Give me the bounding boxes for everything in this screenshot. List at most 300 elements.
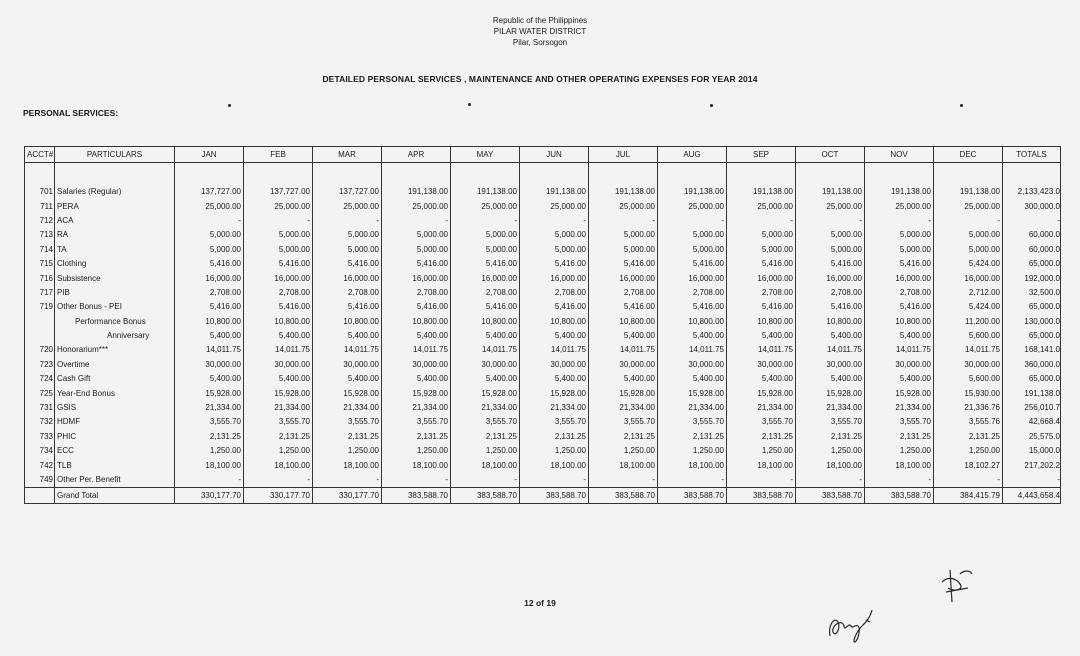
header-agency: PILAR WATER DISTRICT xyxy=(493,27,587,36)
month-value-cell: 2,708.00 xyxy=(175,286,244,300)
month-value-cell: 15,928.00 xyxy=(589,386,658,400)
month-value-cell: 137,727.00 xyxy=(313,185,382,199)
month-value-cell: 5,000.00 xyxy=(934,228,1003,242)
month-value-cell: 3,555.70 xyxy=(244,415,313,429)
month-value-cell: - xyxy=(865,473,934,488)
month-value-cell: 5,000.00 xyxy=(382,243,451,257)
month-value-cell: 2,131.25 xyxy=(589,430,658,444)
row-total-cell: 60,000.0 xyxy=(1003,228,1061,242)
row-total-cell: 130,000.0 xyxy=(1003,315,1061,329)
column-header: SEP xyxy=(727,147,796,163)
month-value-cell: 16,000.00 xyxy=(244,271,313,285)
month-value-cell: 5,416.00 xyxy=(727,257,796,271)
month-value-cell: 25,000.00 xyxy=(175,199,244,213)
month-value-cell: 25,000.00 xyxy=(382,199,451,213)
column-header: DEC xyxy=(934,147,1003,163)
particulars-cell: GSIS xyxy=(55,401,175,415)
month-value-cell: 30,000.00 xyxy=(520,358,589,372)
month-value-cell: 5,400.00 xyxy=(520,372,589,386)
table-row xyxy=(25,199,1061,213)
account-code-cell: 713 xyxy=(25,228,55,242)
month-value-cell: 18,100.00 xyxy=(244,458,313,472)
table-row xyxy=(25,386,1061,400)
account-code-cell: 714 xyxy=(25,243,55,257)
account-code-cell: 725 xyxy=(25,386,55,400)
particulars-cell: Cash Gift xyxy=(55,372,175,386)
month-value-cell: 5,400.00 xyxy=(313,329,382,343)
month-value-cell: 5,000.00 xyxy=(175,228,244,242)
month-value-cell: 2,131.25 xyxy=(313,430,382,444)
month-value-cell: 5,400.00 xyxy=(589,329,658,343)
month-value-cell: 1,250.00 xyxy=(727,444,796,458)
month-value-cell: 18,100.00 xyxy=(451,458,520,472)
month-value-cell: 21,334.00 xyxy=(727,401,796,415)
month-value-cell: 2,131.25 xyxy=(520,430,589,444)
month-value-cell: 10,800.00 xyxy=(382,315,451,329)
month-value-cell: 25,000.00 xyxy=(727,199,796,213)
month-value-cell: 1,250.00 xyxy=(865,444,934,458)
row-total-cell: 217,202.2 xyxy=(1003,458,1061,472)
month-value-cell: - xyxy=(658,473,727,488)
month-value-cell: 5,000.00 xyxy=(589,228,658,242)
month-value-cell: 5,416.00 xyxy=(520,257,589,271)
account-code-cell: 734 xyxy=(25,444,55,458)
particulars-cell: TLB xyxy=(55,458,175,472)
month-value-cell: - xyxy=(727,214,796,228)
month-value-cell: 5,000.00 xyxy=(796,228,865,242)
account-code-cell: 701 xyxy=(25,185,55,199)
column-header: MAY xyxy=(451,147,520,163)
month-value-cell: 21,334.00 xyxy=(796,401,865,415)
particulars-cell: Anniversary xyxy=(55,329,175,343)
month-value-cell: 2,708.00 xyxy=(244,286,313,300)
month-value-cell: 1,250.00 xyxy=(589,444,658,458)
month-value-cell: 16,000.00 xyxy=(451,271,520,285)
table-row xyxy=(25,343,1061,357)
month-value-cell: 3,555.70 xyxy=(727,415,796,429)
month-value-cell: 2,708.00 xyxy=(451,286,520,300)
table-row xyxy=(25,271,1061,285)
month-value-cell: 30,000.00 xyxy=(589,358,658,372)
month-value-cell: 5,400.00 xyxy=(865,329,934,343)
account-code-cell: 712 xyxy=(25,214,55,228)
account-code-cell: 724 xyxy=(25,372,55,386)
month-value-cell: 2,131.25 xyxy=(382,430,451,444)
account-code-cell: 716 xyxy=(25,271,55,285)
month-value-cell: 2,131.25 xyxy=(451,430,520,444)
month-value-cell: 5,000.00 xyxy=(175,243,244,257)
month-value-cell: 18,100.00 xyxy=(865,458,934,472)
table-row xyxy=(25,329,1061,343)
account-code-cell: 732 xyxy=(25,415,55,429)
column-header: JAN xyxy=(175,147,244,163)
month-value-cell: 25,000.00 xyxy=(796,199,865,213)
table-row xyxy=(25,228,1061,242)
row-total-cell: 191,138.0 xyxy=(1003,386,1061,400)
month-value-cell: 5,400.00 xyxy=(313,372,382,386)
month-value-cell: 5,000.00 xyxy=(244,228,313,242)
row-total-cell: 65,000.0 xyxy=(1003,372,1061,386)
month-value-cell: - xyxy=(796,214,865,228)
month-value-cell: 5,416.00 xyxy=(589,257,658,271)
month-value-cell: 14,011.75 xyxy=(244,343,313,357)
month-value-cell: 14,011.75 xyxy=(658,343,727,357)
table-row xyxy=(25,401,1061,415)
month-value-cell: 5,416.00 xyxy=(175,257,244,271)
column-header: AUG xyxy=(658,147,727,163)
month-value-cell: 5,416.00 xyxy=(520,300,589,314)
row-total-cell: 32,500.0 xyxy=(1003,286,1061,300)
table-row xyxy=(25,243,1061,257)
month-value-cell: 5,000.00 xyxy=(382,228,451,242)
document-title: DETAILED PERSONAL SERVICES , MAINTENANCE AND OTHER OPERATING EXPENSES FOR YEAR 2014 xyxy=(322,74,758,84)
empty-cell xyxy=(934,163,1003,186)
particulars-cell: Performance Bonus xyxy=(55,315,175,329)
month-value-cell: 3,555.70 xyxy=(382,415,451,429)
scan-speck xyxy=(228,104,231,107)
column-header: TOTALS xyxy=(1003,147,1061,163)
month-value-cell: 30,000.00 xyxy=(313,358,382,372)
month-value-cell: 14,011.75 xyxy=(451,343,520,357)
month-value-cell: 191,138.00 xyxy=(658,185,727,199)
month-value-cell: 5,416.00 xyxy=(244,257,313,271)
table-row xyxy=(25,458,1061,472)
month-value-cell: 5,416.00 xyxy=(658,257,727,271)
month-value-cell: 21,334.00 xyxy=(382,401,451,415)
grand-total-value: 384,415.79 xyxy=(934,488,1003,504)
month-value-cell: 5,000.00 xyxy=(451,243,520,257)
column-header: APR xyxy=(382,147,451,163)
month-value-cell: 5,400.00 xyxy=(796,372,865,386)
month-value-cell: 18,100.00 xyxy=(313,458,382,472)
month-value-cell: 16,000.00 xyxy=(313,271,382,285)
account-code-cell xyxy=(25,315,55,329)
grand-total-value: 4,443,658.4 xyxy=(1003,488,1061,504)
month-value-cell: 16,000.00 xyxy=(865,271,934,285)
table-row xyxy=(25,415,1061,429)
table-body xyxy=(25,163,1061,504)
month-value-cell: 5,416.00 xyxy=(382,257,451,271)
table-row xyxy=(25,444,1061,458)
month-value-cell: 191,138.00 xyxy=(796,185,865,199)
month-value-cell: 11,200.00 xyxy=(934,315,1003,329)
month-value-cell: 14,011.75 xyxy=(934,343,1003,357)
month-value-cell: 16,000.00 xyxy=(796,271,865,285)
table-row xyxy=(25,286,1061,300)
month-value-cell: 25,000.00 xyxy=(658,199,727,213)
month-value-cell: 30,000.00 xyxy=(451,358,520,372)
month-value-cell: 10,800.00 xyxy=(175,315,244,329)
month-value-cell: 2,708.00 xyxy=(727,286,796,300)
month-value-cell: - xyxy=(589,473,658,488)
particulars-cell: PHIC xyxy=(55,430,175,444)
month-value-cell: 15,930.00 xyxy=(934,386,1003,400)
month-value-cell: 5,400.00 xyxy=(589,372,658,386)
empty-cell xyxy=(451,163,520,186)
month-value-cell: 16,000.00 xyxy=(175,271,244,285)
month-value-cell: 5,000.00 xyxy=(796,243,865,257)
grand-total-value: 330,177.70 xyxy=(244,488,313,504)
month-value-cell: - xyxy=(382,214,451,228)
month-value-cell: 191,138.00 xyxy=(865,185,934,199)
account-code-cell: 715 xyxy=(25,257,55,271)
particulars-cell: PERA xyxy=(55,199,175,213)
month-value-cell: 3,555.70 xyxy=(796,415,865,429)
account-code-cell: 733 xyxy=(25,430,55,444)
month-value-cell: 15,928.00 xyxy=(520,386,589,400)
month-value-cell: 14,011.75 xyxy=(520,343,589,357)
grand-total-row xyxy=(25,488,1061,504)
particulars-cell: TA xyxy=(55,243,175,257)
month-value-cell: 3,555.70 xyxy=(658,415,727,429)
month-value-cell: 16,000.00 xyxy=(727,271,796,285)
month-value-cell: 5,416.00 xyxy=(244,300,313,314)
row-total-cell: - xyxy=(1003,214,1061,228)
month-value-cell: 5,000.00 xyxy=(865,228,934,242)
expenses-table xyxy=(24,146,1061,504)
month-value-cell: 25,000.00 xyxy=(313,199,382,213)
month-value-cell: 15,928.00 xyxy=(658,386,727,400)
month-value-cell: - xyxy=(175,473,244,488)
column-header: ACCT# xyxy=(25,147,55,163)
month-value-cell: 2,131.25 xyxy=(727,430,796,444)
month-value-cell: 3,555.70 xyxy=(865,415,934,429)
month-value-cell: 5,416.00 xyxy=(589,300,658,314)
grand-total-value: 383,588.70 xyxy=(451,488,520,504)
month-value-cell: 15,928.00 xyxy=(451,386,520,400)
month-value-cell: 5,000.00 xyxy=(658,228,727,242)
particulars-cell: ECC xyxy=(55,444,175,458)
empty-cell xyxy=(796,163,865,186)
month-value-cell: 3,555.70 xyxy=(451,415,520,429)
table-row xyxy=(25,372,1061,386)
account-code-cell: 711 xyxy=(25,199,55,213)
month-value-cell: 5,416.00 xyxy=(727,300,796,314)
month-value-cell: 137,727.00 xyxy=(244,185,313,199)
month-value-cell: 1,250.00 xyxy=(934,444,1003,458)
month-value-cell: 5,000.00 xyxy=(520,228,589,242)
scan-speck xyxy=(960,104,963,107)
empty-cell xyxy=(175,163,244,186)
column-header: NOV xyxy=(865,147,934,163)
month-value-cell: 5,416.00 xyxy=(313,300,382,314)
table-row xyxy=(25,185,1061,199)
empty-cell xyxy=(1003,163,1061,186)
month-value-cell: 5,400.00 xyxy=(727,372,796,386)
grand-total-value: 383,588.70 xyxy=(382,488,451,504)
month-value-cell: 30,000.00 xyxy=(175,358,244,372)
month-value-cell: 1,250.00 xyxy=(658,444,727,458)
month-value-cell: - xyxy=(313,473,382,488)
particulars-cell: HDMF xyxy=(55,415,175,429)
month-value-cell: 5,000.00 xyxy=(727,243,796,257)
month-value-cell: 2,131.25 xyxy=(244,430,313,444)
month-value-cell: - xyxy=(865,214,934,228)
month-value-cell: 5,000.00 xyxy=(589,243,658,257)
month-value-cell: 5,000.00 xyxy=(451,228,520,242)
month-value-cell: 14,011.75 xyxy=(727,343,796,357)
month-value-cell: 10,800.00 xyxy=(451,315,520,329)
month-value-cell: 191,138.00 xyxy=(382,185,451,199)
month-value-cell: 15,928.00 xyxy=(727,386,796,400)
month-value-cell: 10,800.00 xyxy=(589,315,658,329)
scan-speck xyxy=(710,104,713,107)
month-value-cell: 18,100.00 xyxy=(382,458,451,472)
month-value-cell: 2,708.00 xyxy=(313,286,382,300)
month-value-cell: 5,424.00 xyxy=(934,300,1003,314)
month-value-cell: 10,800.00 xyxy=(865,315,934,329)
section-heading: PERSONAL SERVICES: xyxy=(23,108,119,118)
month-value-cell: 2,708.00 xyxy=(796,286,865,300)
month-value-cell: 2,712.00 xyxy=(934,286,1003,300)
month-value-cell: 25,000.00 xyxy=(934,199,1003,213)
month-value-cell: 16,000.00 xyxy=(658,271,727,285)
row-total-cell: 360,000.0 xyxy=(1003,358,1061,372)
month-value-cell: 18,100.00 xyxy=(658,458,727,472)
month-value-cell: 18,102.27 xyxy=(934,458,1003,472)
month-value-cell: 30,000.00 xyxy=(658,358,727,372)
particulars-cell: PIB xyxy=(55,286,175,300)
particulars-cell: Other Per. Benefit xyxy=(55,473,175,488)
month-value-cell: 15,928.00 xyxy=(175,386,244,400)
month-value-cell: 5,000.00 xyxy=(520,243,589,257)
table-row xyxy=(25,300,1061,314)
header-republic: Republic of the Philippines xyxy=(492,16,588,25)
month-value-cell: 16,000.00 xyxy=(589,271,658,285)
month-value-cell: 5,400.00 xyxy=(658,329,727,343)
grand-total-value: 383,588.70 xyxy=(658,488,727,504)
row-total-cell: 300,000.0 xyxy=(1003,199,1061,213)
month-value-cell: 5,000.00 xyxy=(934,243,1003,257)
scan-speck xyxy=(468,103,471,106)
month-value-cell: 10,800.00 xyxy=(796,315,865,329)
month-value-cell: 5,416.00 xyxy=(796,300,865,314)
page-number: 12 of 19 xyxy=(524,598,556,608)
grand-total-value: 330,177.70 xyxy=(175,488,244,504)
month-value-cell: 14,011.75 xyxy=(382,343,451,357)
month-value-cell: 25,000.00 xyxy=(865,199,934,213)
grand-total-value: 330,177.70 xyxy=(313,488,382,504)
month-value-cell: 30,000.00 xyxy=(727,358,796,372)
empty-cell xyxy=(313,163,382,186)
row-total-cell: 60,000.0 xyxy=(1003,243,1061,257)
empty-cell xyxy=(520,163,589,186)
month-value-cell: 2,708.00 xyxy=(589,286,658,300)
particulars-cell: Salaries (Regular) xyxy=(55,185,175,199)
month-value-cell: - xyxy=(934,473,1003,488)
month-value-cell: 21,334.00 xyxy=(175,401,244,415)
empty-cell xyxy=(55,163,175,186)
month-value-cell: 5,416.00 xyxy=(865,257,934,271)
account-code-cell: 749 xyxy=(25,473,55,488)
month-value-cell: 10,800.00 xyxy=(313,315,382,329)
row-total-cell: 256,010.7 xyxy=(1003,401,1061,415)
month-value-cell: 5,416.00 xyxy=(313,257,382,271)
table-header-row xyxy=(25,147,1061,163)
month-value-cell: 5,400.00 xyxy=(658,372,727,386)
month-value-cell: 2,708.00 xyxy=(382,286,451,300)
month-value-cell: 18,100.00 xyxy=(589,458,658,472)
month-value-cell: 2,708.00 xyxy=(520,286,589,300)
month-value-cell: 25,000.00 xyxy=(520,199,589,213)
month-value-cell: 2,708.00 xyxy=(865,286,934,300)
month-value-cell: 191,138.00 xyxy=(934,185,1003,199)
month-value-cell: 5,400.00 xyxy=(244,329,313,343)
column-header: OCT xyxy=(796,147,865,163)
account-code-cell xyxy=(25,488,55,504)
month-value-cell: - xyxy=(244,214,313,228)
empty-cell xyxy=(25,163,55,186)
month-value-cell: 30,000.00 xyxy=(382,358,451,372)
table-row xyxy=(25,214,1061,228)
month-value-cell: 25,000.00 xyxy=(244,199,313,213)
row-total-cell: 2,133,423.0 xyxy=(1003,185,1061,199)
empty-cell xyxy=(382,163,451,186)
month-value-cell: 10,800.00 xyxy=(520,315,589,329)
month-value-cell: 16,000.00 xyxy=(934,271,1003,285)
month-value-cell: - xyxy=(451,473,520,488)
month-value-cell: 1,250.00 xyxy=(520,444,589,458)
month-value-cell: 16,000.00 xyxy=(382,271,451,285)
month-value-cell: 21,334.00 xyxy=(313,401,382,415)
month-value-cell: 5,416.00 xyxy=(796,257,865,271)
month-value-cell: 21,336.76 xyxy=(934,401,1003,415)
column-header: JUN xyxy=(520,147,589,163)
month-value-cell: 3,555.70 xyxy=(520,415,589,429)
month-value-cell: 18,100.00 xyxy=(727,458,796,472)
month-value-cell: 16,000.00 xyxy=(520,271,589,285)
month-value-cell: - xyxy=(244,473,313,488)
month-value-cell: 5,000.00 xyxy=(865,243,934,257)
month-value-cell: 21,334.00 xyxy=(244,401,313,415)
empty-cell xyxy=(658,163,727,186)
month-value-cell: 21,334.00 xyxy=(865,401,934,415)
month-value-cell: 5,400.00 xyxy=(727,329,796,343)
table-row xyxy=(25,358,1061,372)
table-row xyxy=(25,257,1061,271)
month-value-cell: 2,131.25 xyxy=(175,430,244,444)
month-value-cell: 3,555.70 xyxy=(589,415,658,429)
month-value-cell: - xyxy=(520,214,589,228)
particulars-cell: RA xyxy=(55,228,175,242)
column-header: JUL xyxy=(589,147,658,163)
row-total-cell: 65,000.0 xyxy=(1003,257,1061,271)
account-code-cell: 742 xyxy=(25,458,55,472)
month-value-cell: 18,100.00 xyxy=(520,458,589,472)
month-value-cell: 191,138.00 xyxy=(589,185,658,199)
month-value-cell: 2,708.00 xyxy=(658,286,727,300)
month-value-cell: 14,011.75 xyxy=(589,343,658,357)
account-code-cell: 731 xyxy=(25,401,55,415)
month-value-cell: 5,000.00 xyxy=(244,243,313,257)
particulars-cell: Subsistence xyxy=(55,271,175,285)
month-value-cell: 191,138.00 xyxy=(727,185,796,199)
column-header: MAR xyxy=(313,147,382,163)
row-total-cell: 168,141.0 xyxy=(1003,343,1061,357)
month-value-cell: 5,416.00 xyxy=(382,300,451,314)
grand-total-value: 383,588.70 xyxy=(865,488,934,504)
row-total-cell: 42,668.4 xyxy=(1003,415,1061,429)
month-value-cell: - xyxy=(520,473,589,488)
table-row xyxy=(25,315,1061,329)
month-value-cell: 5,400.00 xyxy=(175,372,244,386)
grand-total-value: 383,588.70 xyxy=(589,488,658,504)
month-value-cell: 15,928.00 xyxy=(244,386,313,400)
particulars-cell: Other Bonus - PEI xyxy=(55,300,175,314)
month-value-cell: 21,334.00 xyxy=(589,401,658,415)
particulars-cell: Honorarium*** xyxy=(55,343,175,357)
month-value-cell: 14,011.75 xyxy=(865,343,934,357)
